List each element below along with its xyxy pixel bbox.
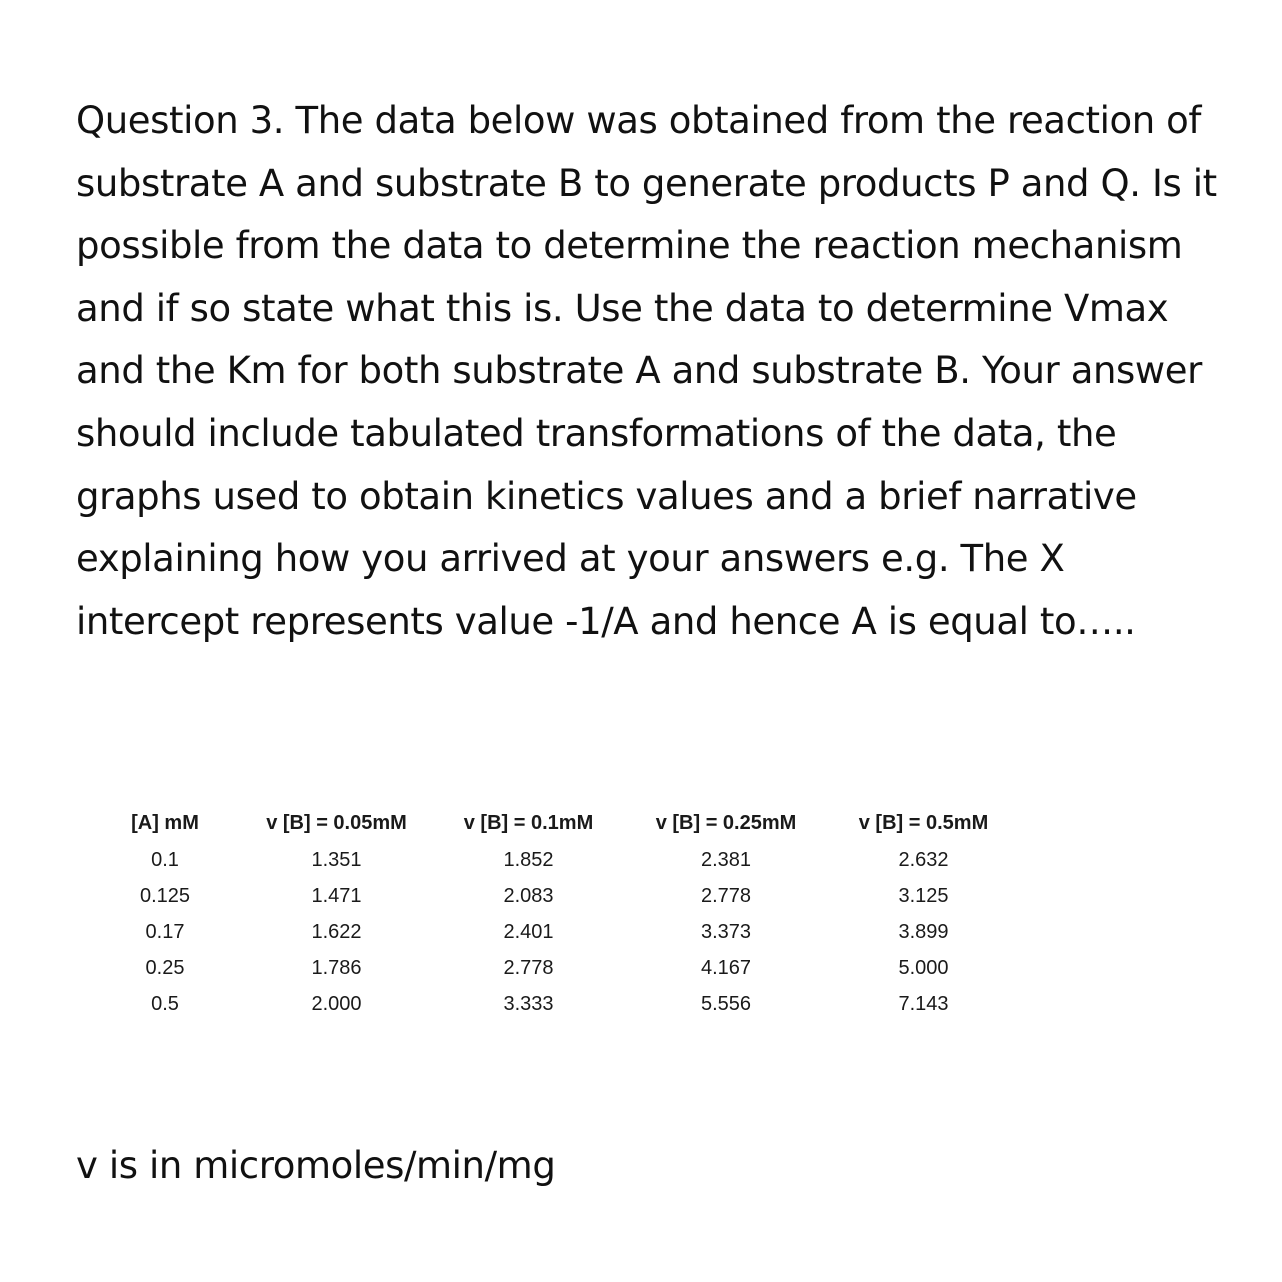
table-cell: 4.167 [700, 956, 752, 979]
header-b-0-1: v [B] = 0.1mM [463, 811, 594, 834]
table-row [108, 950, 1001, 986]
question-line: explaining how you arrived at your answers e.g. The X [76, 537, 1065, 581]
header-b-0-5: v [B] = 0.5mM [858, 811, 989, 834]
question-text [76, 90, 1226, 653]
table-cell: 2.401 [503, 920, 554, 943]
table-cell: 2.000 [311, 992, 362, 1015]
table-cell: 1.852 [503, 848, 554, 871]
header-b-0-05: v [B] = 0.05mM [266, 811, 407, 834]
question-line: intercept represents value -1/A and hence A is equal to….. [76, 599, 1136, 643]
table-cell: 2.778 [700, 884, 752, 907]
table-cell: 1.786 [311, 956, 362, 979]
question-line: and if so state what this is. Use the data to determine Vmax [76, 286, 1169, 330]
table-cell: 2.381 [700, 848, 752, 871]
table-cell: 0.1 [151, 848, 179, 871]
table-row [108, 878, 1001, 914]
table-cell: 1.471 [311, 884, 362, 907]
header-substrate-a: [A] mM [131, 811, 199, 834]
table-cell: 3.125 [898, 884, 949, 907]
table-cell: 2.083 [503, 884, 554, 907]
question-line: graphs used to obtain kinetics values and a brief narrative [76, 474, 1137, 518]
table-row [108, 842, 1001, 878]
table-cell: 3.373 [700, 920, 752, 943]
table-cell: 1.622 [311, 920, 362, 943]
question-line: possible from the data to determine the reaction mechanism [76, 224, 1183, 268]
table-cell: 1.351 [311, 848, 362, 871]
table-cell: 5.000 [898, 956, 949, 979]
question-line: and the Km for both substrate A and substrate B. Your answer [76, 349, 1202, 393]
table-cell: 5.556 [700, 992, 752, 1015]
header-b-0-25: v [B] = 0.25mM [655, 811, 797, 834]
table-cell: 0.5 [151, 992, 179, 1015]
table-cell: 3.333 [503, 992, 554, 1015]
table-cell: 3.899 [898, 920, 949, 943]
kinetics-data-table [108, 804, 1001, 1022]
question-line: should include tabulated transformations of the data, the [76, 411, 1117, 455]
question-line: substrate A and substrate B to generate products P and Q. Is it [76, 161, 1217, 205]
units-note: v is in micromoles/min/mg [76, 1144, 556, 1187]
table-header-row [108, 804, 1001, 842]
table-row [108, 986, 1001, 1022]
table-row [108, 914, 1001, 950]
table-cell: 2.778 [503, 956, 554, 979]
table-cell: 7.143 [898, 992, 949, 1015]
table-cell: 0.17 [145, 920, 185, 943]
question-line: Question 3. The data below was obtained from the reaction of [76, 99, 1202, 142]
table-cell: 2.632 [898, 848, 949, 871]
table-cell: 0.125 [139, 884, 191, 907]
table-cell: 0.25 [145, 956, 185, 979]
